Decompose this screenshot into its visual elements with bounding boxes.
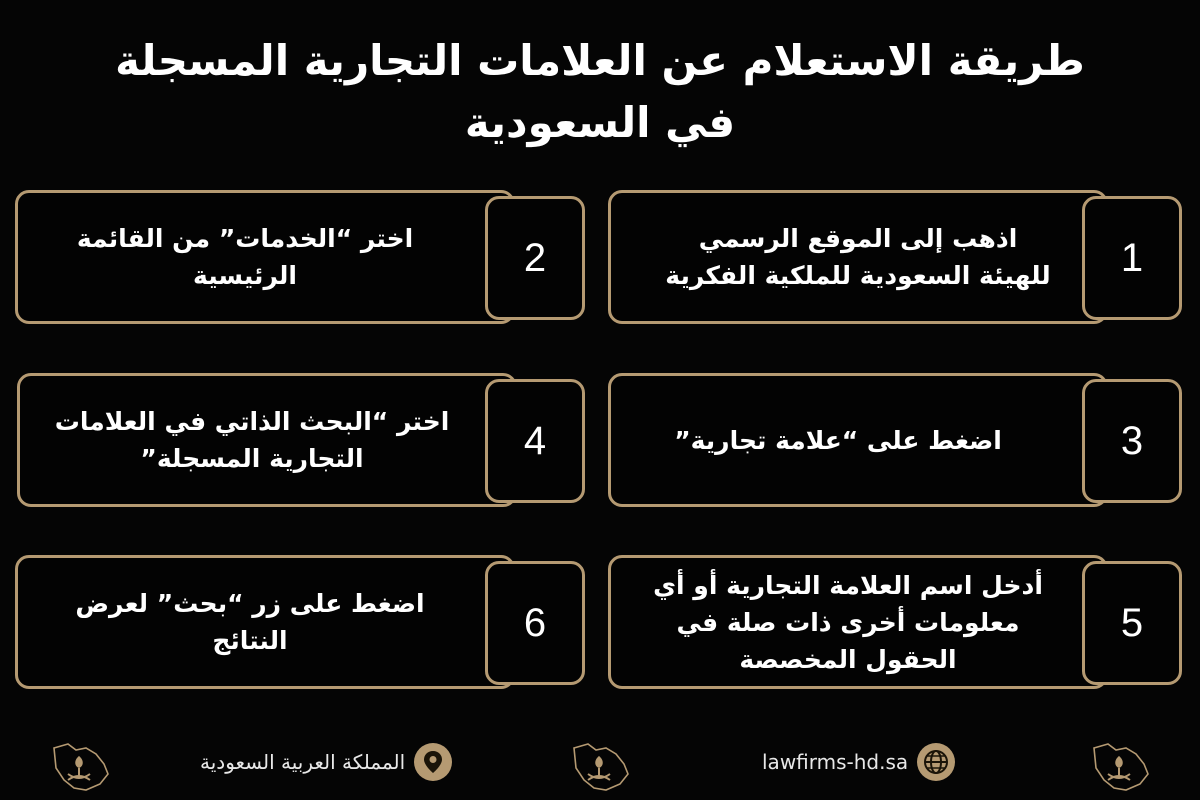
footer	[0, 730, 1200, 800]
step-2	[15, 190, 589, 328]
step-3-card	[608, 373, 1108, 507]
step-5-number: 5	[1082, 561, 1182, 685]
step-1-card	[608, 190, 1108, 324]
saudi-emblem-icon-right	[1086, 738, 1152, 794]
step-2-text: اختر “الخدمات” من القائمة الرئيسية	[76, 224, 414, 290]
step-2-card	[15, 190, 515, 324]
step-2-number: 2	[485, 196, 585, 320]
footer-location-text: المملكة العربية السعودية	[200, 750, 406, 774]
step-6-number: 6	[485, 561, 585, 685]
step-6	[15, 555, 589, 693]
step-4	[17, 373, 589, 511]
step-4-card	[17, 373, 517, 507]
globe-icon	[916, 742, 956, 782]
page-title	[0, 30, 1200, 154]
step-5	[608, 555, 1186, 693]
title-line-1: طريقة الاستعلام عن العلامات التجارية المسجلة	[115, 36, 1085, 85]
footer-website	[762, 742, 956, 782]
step-5-card	[608, 555, 1108, 689]
step-4-text: اختر “البحث الذاتي في العلامات التجارية المسجلة”	[54, 407, 450, 473]
step-6-text: اضغط على زر “بحث” لعرض النتائج	[75, 589, 425, 655]
footer-location	[200, 742, 453, 782]
step-3	[608, 373, 1186, 511]
step-3-number: 3	[1082, 379, 1182, 503]
step-5-text: أدخل اسم العلامة التجارية أو أي معلومات أخرى ذات صلة في الحقول المخصصة	[653, 570, 1043, 674]
saudi-emblem-icon-center	[566, 738, 632, 794]
location-pin-icon	[413, 742, 453, 782]
step-1-number: 1	[1082, 196, 1182, 320]
saudi-emblem-icon	[46, 738, 112, 794]
step-3-text: اضغط على “علامة تجارية”	[674, 425, 1002, 455]
step-1	[608, 190, 1186, 328]
title-line-2: في السعودية	[464, 98, 736, 147]
step-4-number: 4	[485, 379, 585, 503]
step-6-card	[15, 555, 515, 689]
footer-website-text[interactable]: lawfirms-hd.sa	[762, 750, 909, 774]
step-1-text: اذهب إلى الموقع الرسمي للهيئة السعودية للملكية الفكرية	[665, 224, 1051, 290]
